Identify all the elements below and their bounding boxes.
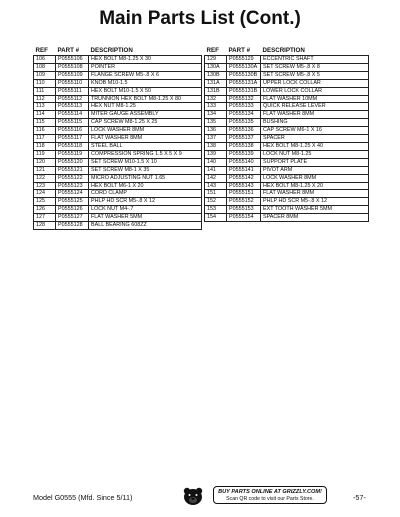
table-row [34,222,202,230]
table-row [34,182,202,190]
ref-cell: 133 [205,103,227,111]
part-number-cell: P0555138 [227,142,261,150]
ref-cell: 152 [205,198,227,206]
description-cell: CAP SCREW M6-1 X 16 [261,127,369,135]
parts-table-right [204,46,369,222]
description-cell: LOCK NUT M8-1.25 [261,150,369,158]
part-number-cell: P0555140 [227,158,261,166]
description-cell: BUSHING [261,119,369,127]
description-cell: FLAT WASHER 5MM [89,214,202,222]
ref-column-header: REF [206,46,219,54]
table-row [205,63,369,71]
ref-cell: 115 [34,119,56,127]
ref-cell: 139 [205,150,227,158]
part-number-cell: P0555127 [56,214,89,222]
description-cell: LOCK NUT M4-.7 [89,206,202,214]
ref-cell: 129 [205,56,227,64]
part-number-cell: P0555131B [227,87,261,95]
part-number-cell: P0555135 [227,119,261,127]
table-row [205,174,369,182]
ref-cell: 135 [205,119,227,127]
description-cell: PHLP HD SCR M5-.8 X 12 [261,198,369,206]
ref-cell: 131A [205,79,227,87]
description-cell: UPPER LOCK COLLAR [261,79,369,87]
table-row [205,103,369,111]
table-row [34,71,202,79]
table-row [34,166,202,174]
table-row [205,87,369,95]
table-row [34,56,202,64]
table-row [34,63,202,71]
part-number-cell: P0555137 [227,135,261,143]
table-row [205,158,369,166]
ref-cell: 142 [205,174,227,182]
part-number-cell: P0555142 [227,174,261,182]
description-cell: FLAT WASHER 10MM [261,95,369,103]
part-number-cell: P0555116 [56,127,89,135]
part-number-cell: P0555113 [56,103,89,111]
part-number-cell: P0555121 [56,166,89,174]
ref-cell: 114 [34,111,56,119]
ref-cell: 141 [205,166,227,174]
table-row [34,111,202,119]
table-row [205,182,369,190]
table-header-row [205,46,369,56]
table-row [205,127,369,135]
table-row [205,150,369,158]
description-cell: HEX BOLT M10-1.5 X 50 [89,87,202,95]
ref-cell: 108 [34,63,56,71]
description-cell: SUPPORT PLATE [261,158,369,166]
table-row [205,119,369,127]
part-number-cell: P0555120 [56,158,89,166]
description-cell: SPACER [261,135,369,143]
part-number-cell: P0555132 [227,95,261,103]
description-cell: QUICK RELEASE LEVER [261,103,369,111]
description-cell: COMPRESSION SPRING 1.5 X 5 X 9 [89,150,202,158]
description-cell: ECCENTRIC SHAFT [261,56,369,64]
description-cell: PHLP HD SCR M5-.8 X 12 [89,198,202,206]
grizzly-bear-logo-icon [181,486,205,506]
part-number-cell: P0555110 [56,79,89,87]
part-number-cell: P0555130B [227,71,261,79]
table-row [34,198,202,206]
description-cell: POINTER [89,63,202,71]
table-row [205,95,369,103]
ref-cell: 136 [205,127,227,135]
description-cell: EXT TOOTH WASHER 5MM [261,206,369,214]
description-cell: MICRO ADJUSTING NUT 1.65 [89,174,202,182]
description-cell: HEX NUT M8-1.25 [89,103,202,111]
parts-table-left [33,46,202,230]
table-row [205,198,369,206]
part-number-cell: P0555118 [56,142,89,150]
description-cell: SET SCREW M8-1 X 35 [89,166,202,174]
table-row [34,87,202,95]
table-header-row [34,46,202,56]
ref-cell: 127 [34,214,56,222]
part-number-cell: P0555124 [56,190,89,198]
description-cell: LOCK WASHER 8MM [261,174,369,182]
part-number-cell: P0555112 [56,95,89,103]
ref-cell: 154 [205,214,227,222]
description-cell: HEX BOLT M8-1.25 X 30 [89,56,202,64]
description-cell: CAP SCREW M8-1.25 X 25 [89,119,202,127]
description-cell: LOWER LOCK COLLAR [261,87,369,95]
description-cell: BALL BEARING 608ZZ [89,222,202,230]
table-row [205,166,369,174]
description-cell: SET SCREW M5-.8 X 5 [261,71,369,79]
description-cell: FLAT WASHER 8MM [89,135,202,143]
ref-cell: 117 [34,135,56,143]
table-row [34,127,202,135]
ref-cell: 151 [205,190,227,198]
table-row [34,95,202,103]
part-number-cell: P0555153 [227,206,261,214]
part-number-cell: P0555133 [227,103,261,111]
ref-cell: 124 [34,190,56,198]
ref-cell: 110 [34,79,56,87]
table-row [34,174,202,182]
table-row [205,135,369,143]
description-column-header: DESCRIPTION [90,46,133,54]
part-number-cell: P0555134 [227,111,261,119]
ref-cell: 126 [34,206,56,214]
ref-cell: 121 [34,166,56,174]
ref-cell: 140 [205,158,227,166]
description-cell: PIVOT ARM [261,166,369,174]
description-cell: KNOB M10-1.5 [89,79,202,87]
ref-cell: 134 [205,111,227,119]
scan-qr-note: Scan QR code to visit our Parts Store. [226,496,314,502]
ref-cell: 131B [205,87,227,95]
ref-cell: 125 [34,198,56,206]
description-cell: CORD CLAMP [89,190,202,198]
part-number-cell: P0555136 [227,127,261,135]
part-number-cell: P0555130A [227,63,261,71]
table-row [205,142,369,150]
page-number: -57- [353,493,366,502]
ref-column-header: REF [35,46,48,54]
part-number-cell: P0555141 [227,166,261,174]
ref-cell: 113 [34,103,56,111]
description-column-header: DESCRIPTION [262,46,305,54]
part-number-cell: P0555125 [56,198,89,206]
ref-cell: 106 [34,56,56,64]
part-number-cell: P0555151 [227,190,261,198]
ref-cell: 120 [34,158,56,166]
table-row [34,135,202,143]
table-row [205,214,369,222]
description-cell: SET SCREW M10-1.5 X 10 [89,158,202,166]
part-number-cell: P0555131A [227,79,261,87]
ref-cell: 128 [34,222,56,230]
ref-cell: 111 [34,87,56,95]
table-row [205,206,369,214]
part-number-cell: P0555108 [56,63,89,71]
part-number-cell: P0555119 [56,150,89,158]
part-number-cell: P0555122 [56,174,89,182]
ref-cell: 130B [205,71,227,79]
table-row [205,79,369,87]
ref-cell: 109 [34,71,56,79]
table-row [34,158,202,166]
table-row [34,150,202,158]
part-number-cell: P0555115 [56,119,89,127]
part-number-cell: P0555109 [56,71,89,79]
ref-cell: 122 [34,174,56,182]
ref-cell: 118 [34,142,56,150]
part-number-cell: P0555117 [56,135,89,143]
table-row [34,79,202,87]
description-cell: TRUNNION HEX BOLT M8-1.25 X 80 [89,95,202,103]
description-cell: HEX BOLT M8-1.25 X 40 [261,142,369,150]
ref-cell: 116 [34,127,56,135]
part-number-cell: P0555154 [227,214,261,222]
table-row [205,71,369,79]
ref-cell: 130A [205,63,227,71]
part-number-cell: P0555152 [227,198,261,206]
ref-cell: 143 [205,182,227,190]
part-number-cell: P0555114 [56,111,89,119]
part-number-cell: P0555123 [56,182,89,190]
table-row [34,119,202,127]
description-cell: FLANGE SCREW M5-.8 X 6 [89,71,202,79]
part-number-cell: P0555106 [56,56,89,64]
description-cell: MITER GAUGE ASSEMBLY [89,111,202,119]
part-number-cell: P0555143 [227,182,261,190]
ref-cell: 123 [34,182,56,190]
description-cell: FLAT WASHER 8MM [261,111,369,119]
part-number-cell: P0555111 [56,87,89,95]
ref-cell: 132 [205,95,227,103]
part-number-cell: P0555126 [56,206,89,214]
table-row [205,190,369,198]
ref-cell: 112 [34,95,56,103]
description-cell: HEX BOLT M8-1.25 X 20 [261,182,369,190]
table-row [34,103,202,111]
page-title: Main Parts List (Cont.) [99,8,301,29]
part-column-header: PART # [57,46,80,54]
table-row [34,190,202,198]
description-cell: SPACER 8MM [261,214,369,222]
ref-cell: 153 [205,206,227,214]
table-row [205,111,369,119]
description-cell: LOCK WASHER 8MM [89,127,202,135]
description-cell: HEX BOLT M6-1 X 20 [89,182,202,190]
description-cell: SET SCREW M5-.8 X 8 [261,63,369,71]
description-cell: FLAT WASHER 8MM [261,190,369,198]
ref-cell: 119 [34,150,56,158]
part-number-cell: P0555129 [227,56,261,64]
buy-parts-online-box[interactable] [213,486,327,504]
ref-cell: 137 [205,135,227,143]
model-footer: Model G0555 (Mfd. Since 5/11) [33,493,133,502]
table-row [34,214,202,222]
buy-parts-heading: BUY PARTS ONLINE AT GRIZZLY.COM! [218,489,322,495]
part-number-cell: P0555128 [56,222,89,230]
ref-cell: 138 [205,142,227,150]
table-row [34,206,202,214]
part-column-header: PART # [228,46,251,54]
table-row [34,142,202,150]
table-row [205,56,369,64]
description-cell: STEEL BALL [89,142,202,150]
part-number-cell: P0555139 [227,150,261,158]
